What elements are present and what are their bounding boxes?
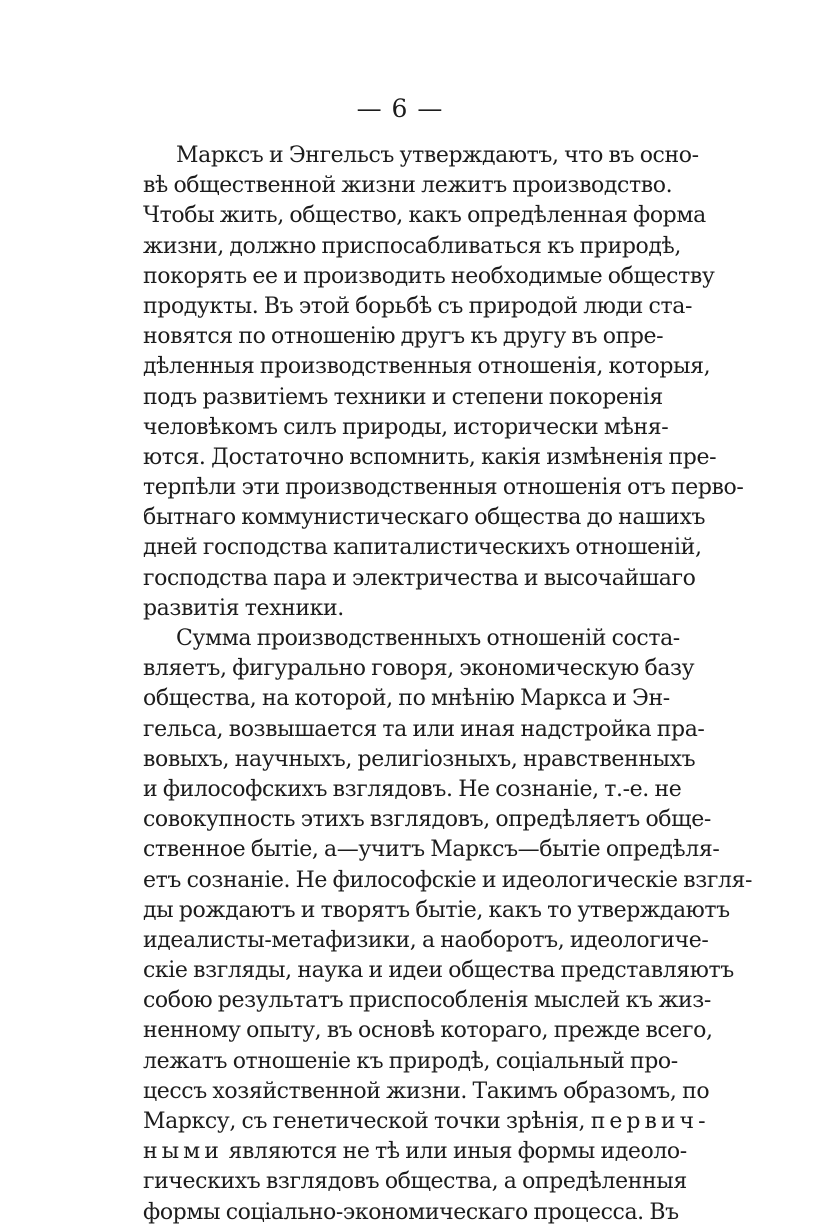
text-line: етъ сознаніе. Не философскіе и идеологическіе взгля- [143,867,753,893]
text-line: бытнаго коммунистическаго общества до нашихъ [143,505,706,531]
text-line: ственное бытіе, а—учитъ Марксъ—бытіе опредѣля- [143,837,720,863]
text-line: дѣленныя производственныя отношенія, которыя, [143,354,711,380]
text-line: Чтобы жить, общество, какъ опредѣленная форма [143,203,706,229]
text-line: идеалисты-метафизики, а наоборотъ, идеологиче- [143,927,709,953]
paragraph-2 [143,624,753,1228]
text-line: Марксъ и Энгельсъ утверждаютъ, что въ осно- [176,143,699,168]
text-line: общества, на которой, по мнѣнію Маркса и Эн- [143,686,670,712]
text-line: новятся по отношенію другъ къ другу въ опре- [143,324,664,350]
spaced-emphasis: ными [143,1139,223,1165]
text-fragment: Марксу, съ генетической точки зрѣнія, [143,1109,586,1134]
text-line: гельса, возвышается та или иная надстройка пра- [143,716,705,742]
body-text [143,141,753,1228]
text-line: господства пара и электричества и высочайшаго [143,565,696,591]
text-line: ненному опыту, въ основѣ котораго, прежде всего, [143,1018,713,1044]
text-line: скіе взгляды, наука и идеи общества представляютъ [143,958,734,984]
text-line: вляетъ, фигурально говоря, экономическую базу [143,656,695,682]
text-line: человѣкомъ силъ природы, исторически мѣня- [143,414,669,440]
text-line: и философскихъ взглядовъ. Не сознаніе, т.-е. не [143,776,682,802]
text-line: вѣ общественной жизни лежитъ производство. [143,173,673,199]
text-line: ются. Достаточно вспомнить, какія измѣненія пре- [143,444,717,470]
text-line: подъ развитіемъ техники и степени покоренія [143,384,663,410]
text-line: терпѣли эти производственныя отношенія отъ перво- [143,475,744,501]
text-line: собою результатъ приспособленія мыслей къ жиз- [143,988,711,1014]
text-line: цессъ хозяйственной жизни. Такимъ образомъ, по [143,1078,710,1104]
text-line: лежатъ отношеніе къ природѣ, соціальный про- [143,1048,678,1074]
text-line: покорять ее и производить необходимые обществу [143,263,715,289]
text-line: продукты. Въ этой борьбѣ съ природой люди ста- [143,293,692,319]
text-line: развитія техники. [143,595,344,621]
page-number: — 6 — [356,94,444,123]
text-line: Сумма производственныхъ отношеній соста- [176,626,680,651]
text-line-emphasis [143,1107,710,1137]
text-line: жизни, должно приспосабливаться къ природѣ, [143,233,682,259]
text-line: дней господства капиталистическихъ отношеній, [143,535,702,561]
text-line: вовыхъ, научныхъ, религіозныхъ, нравственныхъ [143,746,696,772]
text-line: совокупность этихъ взглядовъ, опредѣляетъ обще- [143,807,711,833]
text-line: ды рождаютъ и творятъ бытіе, какъ то утверждаютъ [143,897,730,923]
spaced-emphasis: первич- [590,1109,710,1134]
paragraph-1 [143,141,744,624]
text-fragment: являются не тѣ или иныя формы идеоло- [228,1139,687,1165]
text-line-emphasis [143,1137,687,1167]
text-line: гическихъ взглядовъ общества, а опредѣленныя [143,1169,687,1195]
text-line: формы соціально-экономическаго процесса. Въ [143,1199,679,1225]
